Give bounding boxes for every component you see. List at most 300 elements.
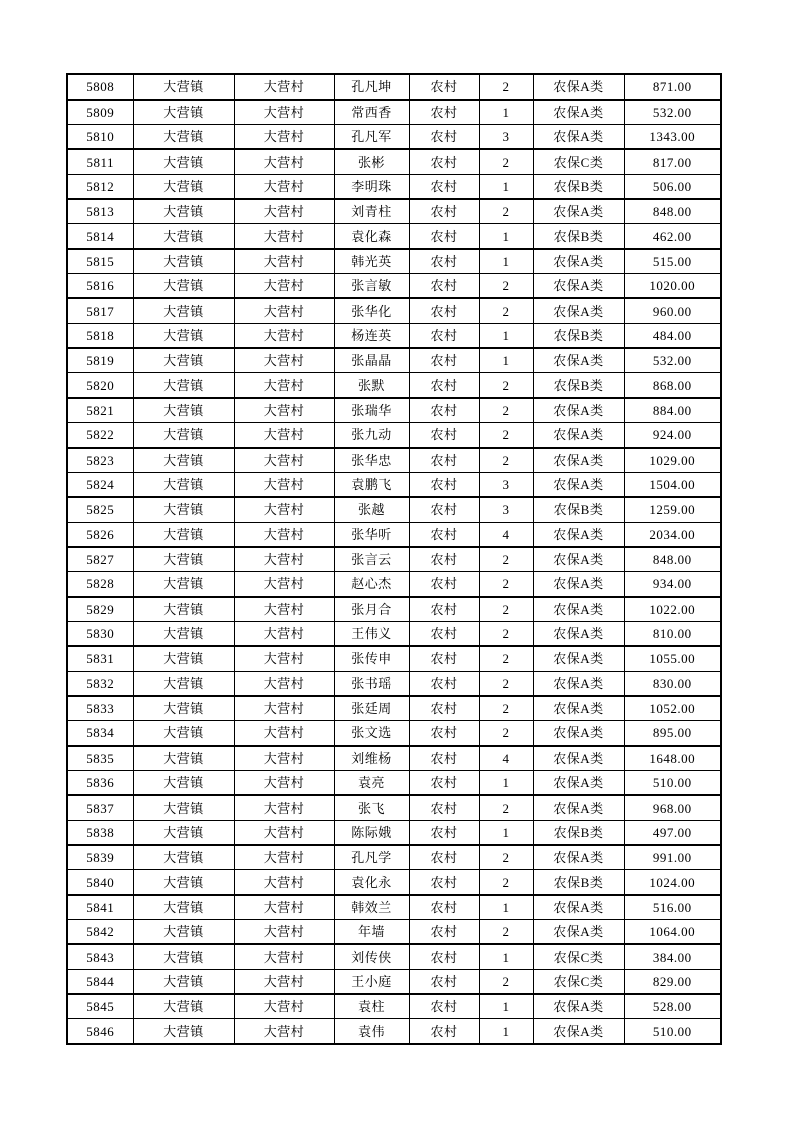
table-cell: 农保A类 bbox=[533, 125, 624, 150]
table-cell: 大营村 bbox=[234, 522, 334, 547]
table-cell: 大营村 bbox=[234, 448, 334, 473]
table-cell: 大营镇 bbox=[133, 547, 234, 572]
table-cell: 1 bbox=[479, 249, 533, 274]
table-cell: 大营镇 bbox=[133, 74, 234, 100]
table-cell: 农村 bbox=[409, 547, 479, 572]
table-cell: 528.00 bbox=[624, 994, 721, 1019]
table-cell: 5821 bbox=[67, 398, 133, 423]
table-cell: 3 bbox=[479, 497, 533, 522]
table-cell: 5818 bbox=[67, 323, 133, 348]
table-cell: 1022.00 bbox=[624, 597, 721, 622]
table-cell: 1 bbox=[479, 944, 533, 969]
table-cell: 大营村 bbox=[234, 472, 334, 497]
table-cell: 516.00 bbox=[624, 895, 721, 920]
table-cell: 2 bbox=[479, 721, 533, 746]
table-cell: 384.00 bbox=[624, 944, 721, 969]
table-cell: 大营镇 bbox=[133, 472, 234, 497]
table-cell: 农村 bbox=[409, 621, 479, 646]
table-cell: 5843 bbox=[67, 944, 133, 969]
table-cell: 1055.00 bbox=[624, 646, 721, 671]
table-cell: 2 bbox=[479, 572, 533, 597]
table-cell: 1029.00 bbox=[624, 448, 721, 473]
table-cell: 张书瑶 bbox=[334, 671, 409, 696]
table-cell: 2 bbox=[479, 870, 533, 895]
table-cell: 王伟义 bbox=[334, 621, 409, 646]
table-cell: 大营村 bbox=[234, 398, 334, 423]
table-cell: 农村 bbox=[409, 249, 479, 274]
table-cell: 968.00 bbox=[624, 795, 721, 820]
table-cell: 大营村 bbox=[234, 969, 334, 994]
benefit-roster-table bbox=[66, 73, 722, 1045]
table-cell: 农保A类 bbox=[533, 795, 624, 820]
table-row bbox=[67, 696, 721, 721]
table-cell: 大营村 bbox=[234, 944, 334, 969]
table-cell: 1 bbox=[479, 820, 533, 845]
table-cell: 810.00 bbox=[624, 621, 721, 646]
table-cell: 大营村 bbox=[234, 994, 334, 1019]
table-cell: 1 bbox=[479, 100, 533, 125]
table-cell: 农村 bbox=[409, 920, 479, 945]
table-row bbox=[67, 149, 721, 174]
table-cell: 农保B类 bbox=[533, 323, 624, 348]
table-row bbox=[67, 274, 721, 299]
roster-table-body bbox=[67, 74, 721, 1044]
table-cell: 1064.00 bbox=[624, 920, 721, 945]
table-cell: 农保A类 bbox=[533, 994, 624, 1019]
table-cell: 张华听 bbox=[334, 522, 409, 547]
table-cell: 李明珠 bbox=[334, 174, 409, 199]
table-cell: 大营村 bbox=[234, 870, 334, 895]
table-cell: 大营镇 bbox=[133, 696, 234, 721]
table-cell: 农保A类 bbox=[533, 597, 624, 622]
table-cell: 2 bbox=[479, 547, 533, 572]
table-cell: 农村 bbox=[409, 323, 479, 348]
table-cell: 大营村 bbox=[234, 497, 334, 522]
table-cell: 大营镇 bbox=[133, 100, 234, 125]
table-row bbox=[67, 373, 721, 398]
table-cell: 大营村 bbox=[234, 721, 334, 746]
table-cell: 大营镇 bbox=[133, 323, 234, 348]
table-cell: 大营镇 bbox=[133, 298, 234, 323]
table-cell: 农保A类 bbox=[533, 249, 624, 274]
table-cell: 1 bbox=[479, 323, 533, 348]
table-cell: 大营村 bbox=[234, 746, 334, 771]
table-cell: 5845 bbox=[67, 994, 133, 1019]
table-cell: 884.00 bbox=[624, 398, 721, 423]
table-cell: 5830 bbox=[67, 621, 133, 646]
table-cell: 1 bbox=[479, 224, 533, 249]
table-cell: 5829 bbox=[67, 597, 133, 622]
table-cell: 大营村 bbox=[234, 298, 334, 323]
table-cell: 张彬 bbox=[334, 149, 409, 174]
table-cell: 大营村 bbox=[234, 845, 334, 870]
table-cell: 5841 bbox=[67, 895, 133, 920]
table-cell: 农保A类 bbox=[533, 398, 624, 423]
table-cell: 袁化永 bbox=[334, 870, 409, 895]
table-cell: 大营村 bbox=[234, 174, 334, 199]
table-cell: 大营村 bbox=[234, 74, 334, 100]
table-cell: 张越 bbox=[334, 497, 409, 522]
table-cell: 农村 bbox=[409, 671, 479, 696]
table-cell: 赵心杰 bbox=[334, 572, 409, 597]
table-cell: 农村 bbox=[409, 770, 479, 795]
table-cell: 510.00 bbox=[624, 770, 721, 795]
table-cell: 农保A类 bbox=[533, 671, 624, 696]
table-cell: 农保A类 bbox=[533, 348, 624, 373]
table-cell: 大营镇 bbox=[133, 795, 234, 820]
table-cell: 农保A类 bbox=[533, 895, 624, 920]
table-cell: 袁鹏飞 bbox=[334, 472, 409, 497]
table-cell: 张言云 bbox=[334, 547, 409, 572]
table-row bbox=[67, 224, 721, 249]
table-cell: 农村 bbox=[409, 572, 479, 597]
table-cell: 462.00 bbox=[624, 224, 721, 249]
table-cell: 农村 bbox=[409, 199, 479, 224]
table-cell: 4 bbox=[479, 522, 533, 547]
table-cell: 大营镇 bbox=[133, 671, 234, 696]
table-cell: 大营镇 bbox=[133, 199, 234, 224]
table-cell: 农保A类 bbox=[533, 274, 624, 299]
table-cell: 年墙 bbox=[334, 920, 409, 945]
table-cell: 497.00 bbox=[624, 820, 721, 845]
table-cell: 农保A类 bbox=[533, 199, 624, 224]
table-cell: 934.00 bbox=[624, 572, 721, 597]
table-cell: 农村 bbox=[409, 398, 479, 423]
table-cell: 农村 bbox=[409, 820, 479, 845]
table-cell: 张九动 bbox=[334, 423, 409, 448]
table-cell: 532.00 bbox=[624, 100, 721, 125]
table-row bbox=[67, 348, 721, 373]
table-cell: 大营村 bbox=[234, 323, 334, 348]
table-cell: 农村 bbox=[409, 423, 479, 448]
table-cell: 大营镇 bbox=[133, 249, 234, 274]
table-cell: 韩效兰 bbox=[334, 895, 409, 920]
table-cell: 农保B类 bbox=[533, 174, 624, 199]
table-row bbox=[67, 249, 721, 274]
table-cell: 991.00 bbox=[624, 845, 721, 870]
table-cell: 大营村 bbox=[234, 770, 334, 795]
table-cell: 5839 bbox=[67, 845, 133, 870]
table-cell: 大营镇 bbox=[133, 920, 234, 945]
table-cell: 大营镇 bbox=[133, 646, 234, 671]
table-row bbox=[67, 74, 721, 100]
table-cell: 2 bbox=[479, 448, 533, 473]
table-cell: 大营镇 bbox=[133, 994, 234, 1019]
table-row bbox=[67, 125, 721, 150]
table-cell: 张瑞华 bbox=[334, 398, 409, 423]
table-cell: 农村 bbox=[409, 298, 479, 323]
table-cell: 3 bbox=[479, 125, 533, 150]
table-cell: 大营镇 bbox=[133, 398, 234, 423]
table-cell: 农保A类 bbox=[533, 472, 624, 497]
table-cell: 4 bbox=[479, 746, 533, 771]
table-cell: 2 bbox=[479, 597, 533, 622]
table-cell: 5832 bbox=[67, 671, 133, 696]
table-cell: 农村 bbox=[409, 224, 479, 249]
table-cell: 大营村 bbox=[234, 572, 334, 597]
table-cell: 农村 bbox=[409, 373, 479, 398]
table-row bbox=[67, 199, 721, 224]
table-row bbox=[67, 895, 721, 920]
table-cell: 1024.00 bbox=[624, 870, 721, 895]
table-cell: 大营村 bbox=[234, 1019, 334, 1044]
table-cell: 张文选 bbox=[334, 721, 409, 746]
table-row bbox=[67, 572, 721, 597]
table-cell: 大营镇 bbox=[133, 820, 234, 845]
table-cell: 2 bbox=[479, 969, 533, 994]
table-cell: 大营镇 bbox=[133, 149, 234, 174]
table-cell: 830.00 bbox=[624, 671, 721, 696]
table-cell: 大营村 bbox=[234, 249, 334, 274]
table-cell: 袁伟 bbox=[334, 1019, 409, 1044]
table-cell: 大营镇 bbox=[133, 423, 234, 448]
table-cell: 农保A类 bbox=[533, 746, 624, 771]
table-cell: 5812 bbox=[67, 174, 133, 199]
table-cell: 农保B类 bbox=[533, 870, 624, 895]
table-cell: 大营村 bbox=[234, 100, 334, 125]
table-row bbox=[67, 448, 721, 473]
table-cell: 5817 bbox=[67, 298, 133, 323]
table-cell: 大营村 bbox=[234, 696, 334, 721]
table-cell: 农村 bbox=[409, 74, 479, 100]
table-cell: 农保A类 bbox=[533, 572, 624, 597]
table-row bbox=[67, 920, 721, 945]
table-cell: 2034.00 bbox=[624, 522, 721, 547]
table-cell: 农村 bbox=[409, 994, 479, 1019]
table-row bbox=[67, 100, 721, 125]
table-cell: 大营镇 bbox=[133, 572, 234, 597]
table-cell: 5826 bbox=[67, 522, 133, 547]
table-cell: 5820 bbox=[67, 373, 133, 398]
table-cell: 1259.00 bbox=[624, 497, 721, 522]
table-cell: 848.00 bbox=[624, 547, 721, 572]
table-cell: 孔凡学 bbox=[334, 845, 409, 870]
table-row bbox=[67, 472, 721, 497]
table-row bbox=[67, 746, 721, 771]
table-cell: 大营村 bbox=[234, 920, 334, 945]
table-cell: 5840 bbox=[67, 870, 133, 895]
table-cell: 1052.00 bbox=[624, 696, 721, 721]
table-cell: 农村 bbox=[409, 795, 479, 820]
table-cell: 5837 bbox=[67, 795, 133, 820]
table-cell: 农保A类 bbox=[533, 770, 624, 795]
table-cell: 大营村 bbox=[234, 547, 334, 572]
table-cell: 农保B类 bbox=[533, 373, 624, 398]
table-cell: 刘青柱 bbox=[334, 199, 409, 224]
table-cell: 农村 bbox=[409, 870, 479, 895]
table-row bbox=[67, 646, 721, 671]
table-cell: 韩光英 bbox=[334, 249, 409, 274]
table-cell: 5811 bbox=[67, 149, 133, 174]
table-cell: 农村 bbox=[409, 472, 479, 497]
table-cell: 2 bbox=[479, 621, 533, 646]
table-cell: 农村 bbox=[409, 1019, 479, 1044]
table-cell: 5834 bbox=[67, 721, 133, 746]
table-row bbox=[67, 597, 721, 622]
table-cell: 大营镇 bbox=[133, 373, 234, 398]
table-cell: 农村 bbox=[409, 746, 479, 771]
table-cell: 大营村 bbox=[234, 621, 334, 646]
table-cell: 5828 bbox=[67, 572, 133, 597]
table-cell: 5813 bbox=[67, 199, 133, 224]
table-cell: 5827 bbox=[67, 547, 133, 572]
table-cell: 大营镇 bbox=[133, 721, 234, 746]
table-cell: 2 bbox=[479, 149, 533, 174]
table-row bbox=[67, 671, 721, 696]
table-cell: 王小庭 bbox=[334, 969, 409, 994]
table-cell: 5842 bbox=[67, 920, 133, 945]
table-cell: 大营村 bbox=[234, 125, 334, 150]
table-cell: 大营镇 bbox=[133, 224, 234, 249]
table-cell: 5835 bbox=[67, 746, 133, 771]
table-cell: 杨连英 bbox=[334, 323, 409, 348]
table-cell: 陈际娥 bbox=[334, 820, 409, 845]
table-cell: 农村 bbox=[409, 174, 479, 199]
table-cell: 农保A类 bbox=[533, 920, 624, 945]
table-cell: 农保B类 bbox=[533, 224, 624, 249]
table-cell: 张华化 bbox=[334, 298, 409, 323]
table-cell: 5833 bbox=[67, 696, 133, 721]
table-cell: 5815 bbox=[67, 249, 133, 274]
table-cell: 张飞 bbox=[334, 795, 409, 820]
table-cell: 张晶晶 bbox=[334, 348, 409, 373]
table-cell: 大营镇 bbox=[133, 746, 234, 771]
table-cell: 大营村 bbox=[234, 646, 334, 671]
table-cell: 895.00 bbox=[624, 721, 721, 746]
roster-table-container bbox=[66, 73, 722, 1045]
table-cell: 510.00 bbox=[624, 1019, 721, 1044]
table-cell: 张华忠 bbox=[334, 448, 409, 473]
table-cell: 农保A类 bbox=[533, 298, 624, 323]
table-cell: 1020.00 bbox=[624, 274, 721, 299]
table-cell: 2 bbox=[479, 398, 533, 423]
table-cell: 515.00 bbox=[624, 249, 721, 274]
table-cell: 农保A类 bbox=[533, 522, 624, 547]
table-cell: 大营镇 bbox=[133, 845, 234, 870]
table-cell: 大营村 bbox=[234, 348, 334, 373]
table-cell: 农保A类 bbox=[533, 423, 624, 448]
table-cell: 大营镇 bbox=[133, 597, 234, 622]
table-cell: 农村 bbox=[409, 944, 479, 969]
table-cell: 农保A类 bbox=[533, 74, 624, 100]
table-row bbox=[67, 423, 721, 448]
table-cell: 1 bbox=[479, 348, 533, 373]
table-cell: 大营镇 bbox=[133, 621, 234, 646]
table-cell: 1 bbox=[479, 994, 533, 1019]
table-cell: 农保B类 bbox=[533, 497, 624, 522]
table-row bbox=[67, 795, 721, 820]
table-cell: 2 bbox=[479, 845, 533, 870]
table-cell: 张传申 bbox=[334, 646, 409, 671]
table-row bbox=[67, 870, 721, 895]
table-cell: 农村 bbox=[409, 497, 479, 522]
table-cell: 张月合 bbox=[334, 597, 409, 622]
table-cell: 大营村 bbox=[234, 149, 334, 174]
table-cell: 大营村 bbox=[234, 671, 334, 696]
table-cell: 532.00 bbox=[624, 348, 721, 373]
table-cell: 大营村 bbox=[234, 895, 334, 920]
table-cell: 农保A类 bbox=[533, 845, 624, 870]
table-cell: 5838 bbox=[67, 820, 133, 845]
table-cell: 农保C类 bbox=[533, 944, 624, 969]
table-cell: 5823 bbox=[67, 448, 133, 473]
table-cell: 农保C类 bbox=[533, 149, 624, 174]
table-cell: 2 bbox=[479, 646, 533, 671]
table-cell: 农村 bbox=[409, 721, 479, 746]
table-cell: 5816 bbox=[67, 274, 133, 299]
table-cell: 张默 bbox=[334, 373, 409, 398]
table-cell: 刘传侠 bbox=[334, 944, 409, 969]
table-cell: 5831 bbox=[67, 646, 133, 671]
table-cell: 5819 bbox=[67, 348, 133, 373]
table-cell: 大营村 bbox=[234, 423, 334, 448]
table-cell: 506.00 bbox=[624, 174, 721, 199]
table-cell: 大营村 bbox=[234, 274, 334, 299]
table-row bbox=[67, 845, 721, 870]
table-cell: 农保A类 bbox=[533, 646, 624, 671]
table-cell: 大营村 bbox=[234, 820, 334, 845]
table-cell: 农保A类 bbox=[533, 100, 624, 125]
table-cell: 2 bbox=[479, 74, 533, 100]
table-cell: 农保A类 bbox=[533, 721, 624, 746]
table-cell: 农村 bbox=[409, 125, 479, 150]
table-cell: 1 bbox=[479, 895, 533, 920]
table-cell: 刘维杨 bbox=[334, 746, 409, 771]
table-cell: 871.00 bbox=[624, 74, 721, 100]
table-cell: 829.00 bbox=[624, 969, 721, 994]
table-cell: 5844 bbox=[67, 969, 133, 994]
table-cell: 1343.00 bbox=[624, 125, 721, 150]
table-cell: 5809 bbox=[67, 100, 133, 125]
table-cell: 2 bbox=[479, 795, 533, 820]
table-cell: 5824 bbox=[67, 472, 133, 497]
table-cell: 大营镇 bbox=[133, 125, 234, 150]
table-cell: 袁亮 bbox=[334, 770, 409, 795]
table-row bbox=[67, 323, 721, 348]
table-cell: 大营镇 bbox=[133, 944, 234, 969]
table-row bbox=[67, 522, 721, 547]
table-row bbox=[67, 547, 721, 572]
table-row bbox=[67, 944, 721, 969]
table-cell: 1 bbox=[479, 770, 533, 795]
table-cell: 3 bbox=[479, 472, 533, 497]
table-cell: 孔凡军 bbox=[334, 125, 409, 150]
table-cell: 大营镇 bbox=[133, 969, 234, 994]
table-cell: 2 bbox=[479, 423, 533, 448]
table-cell: 大营镇 bbox=[133, 348, 234, 373]
table-cell: 孔凡坤 bbox=[334, 74, 409, 100]
table-row bbox=[67, 298, 721, 323]
table-row bbox=[67, 398, 721, 423]
table-cell: 848.00 bbox=[624, 199, 721, 224]
table-cell: 大营镇 bbox=[133, 522, 234, 547]
table-cell: 大营镇 bbox=[133, 895, 234, 920]
table-cell: 2 bbox=[479, 920, 533, 945]
table-cell: 农村 bbox=[409, 969, 479, 994]
table-row bbox=[67, 721, 721, 746]
table-cell: 农保A类 bbox=[533, 448, 624, 473]
table-cell: 924.00 bbox=[624, 423, 721, 448]
table-cell: 农村 bbox=[409, 448, 479, 473]
table-cell: 农保B类 bbox=[533, 820, 624, 845]
table-cell: 农保C类 bbox=[533, 969, 624, 994]
table-cell: 5836 bbox=[67, 770, 133, 795]
table-cell: 农村 bbox=[409, 348, 479, 373]
table-cell: 农村 bbox=[409, 522, 479, 547]
table-cell: 大营村 bbox=[234, 224, 334, 249]
table-cell: 大营镇 bbox=[133, 274, 234, 299]
table-cell: 1 bbox=[479, 1019, 533, 1044]
